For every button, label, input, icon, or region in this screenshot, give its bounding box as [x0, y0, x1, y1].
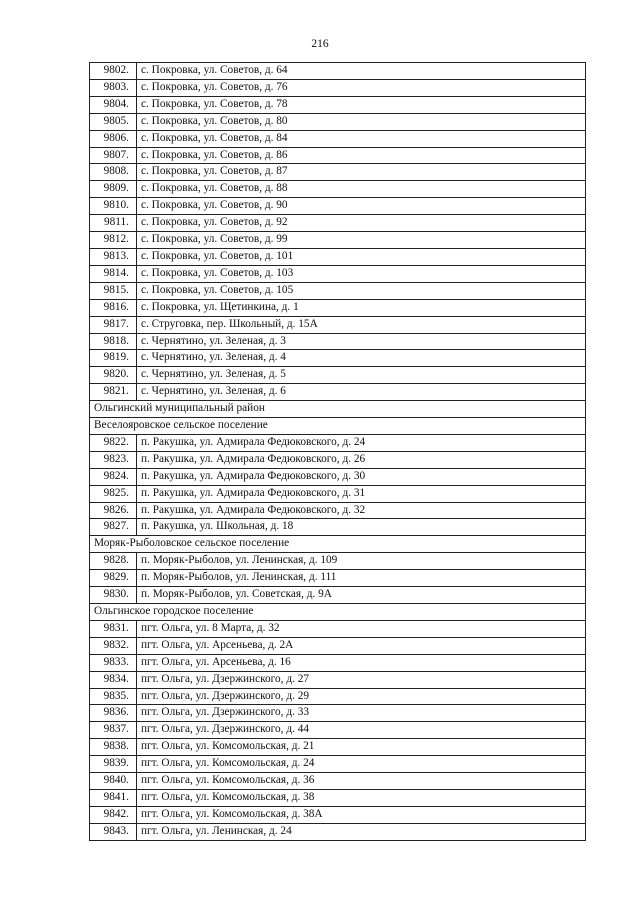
table-row — [90, 147, 586, 164]
row-number: 9808. — [90, 164, 137, 181]
table-row — [90, 688, 586, 705]
table-row — [90, 637, 586, 654]
address-cell: пгт. Ольга, ул. Комсомольская, д. 36 — [137, 773, 586, 790]
row-number: 9810. — [90, 198, 137, 215]
address-table-body — [90, 63, 586, 841]
table-row — [90, 434, 586, 451]
row-number: 9834. — [90, 671, 137, 688]
address-cell: с. Покровка, ул. Советов, д. 80 — [137, 113, 586, 130]
row-number: 9830. — [90, 587, 137, 604]
table-row — [90, 384, 586, 401]
row-number: 9806. — [90, 130, 137, 147]
table-row — [90, 367, 586, 384]
table-row — [90, 113, 586, 130]
row-number: 9823. — [90, 451, 137, 468]
row-number: 9841. — [90, 789, 137, 806]
table-row — [90, 468, 586, 485]
page-number: 216 — [311, 38, 329, 50]
table-row — [90, 299, 586, 316]
table-row — [90, 654, 586, 671]
row-number: 9839. — [90, 756, 137, 773]
row-number: 9818. — [90, 333, 137, 350]
table-row — [90, 164, 586, 181]
address-cell: с. Чернятино, ул. Зеленая, д. 4 — [137, 350, 586, 367]
row-number: 9828. — [90, 553, 137, 570]
address-cell: с. Покровка, ул. Советов, д. 86 — [137, 147, 586, 164]
address-cell: с. Чернятино, ул. Зеленая, д. 3 — [137, 333, 586, 350]
address-cell: п. Моряк-Рыболов, ул. Ленинская, д. 109 — [137, 553, 586, 570]
section-header: Ольгинский муниципальный район — [90, 401, 586, 418]
row-number: 9813. — [90, 248, 137, 265]
address-cell: с. Покровка, ул. Советов, д. 99 — [137, 232, 586, 249]
row-number: 9807. — [90, 147, 137, 164]
row-number: 9809. — [90, 181, 137, 198]
row-number: 9817. — [90, 316, 137, 333]
address-cell: пгт. Ольга, ул. Дзержинского, д. 44 — [137, 722, 586, 739]
address-cell: с. Чернятино, ул. Зеленая, д. 5 — [137, 367, 586, 384]
table-row — [90, 773, 586, 790]
address-cell: п. Ракушка, ул. Адмирала Федюковского, д. 32 — [137, 502, 586, 519]
address-cell: пгт. Ольга, ул. Комсомольская, д. 24 — [137, 756, 586, 773]
row-number: 9819. — [90, 350, 137, 367]
section-header: Моряк-Рыболовское сельское поселение — [90, 536, 586, 553]
row-number: 9831. — [90, 620, 137, 637]
address-cell: п. Моряк-Рыболов, ул. Ленинская, д. 111 — [137, 570, 586, 587]
row-number: 9829. — [90, 570, 137, 587]
section-header: Веселояровское сельское поселение — [90, 418, 586, 435]
address-cell: пгт. Ольга, ул. Дзержинского, д. 27 — [137, 671, 586, 688]
row-number: 9822. — [90, 434, 137, 451]
section-header: Ольгинское городское поселение — [90, 604, 586, 621]
address-cell: п. Ракушка, ул. Адмирала Федюковского, д. 24 — [137, 434, 586, 451]
row-number: 9803. — [90, 79, 137, 96]
address-cell: с. Покровка, ул. Советов, д. 90 — [137, 198, 586, 215]
table-row — [90, 789, 586, 806]
address-cell: п. Ракушка, ул. Адмирала Федюковского, д. 31 — [137, 485, 586, 502]
address-cell: с. Покровка, ул. Советов, д. 64 — [137, 63, 586, 80]
address-cell: пгт. Ольга, ул. Комсомольская, д. 21 — [137, 739, 586, 756]
table-row — [90, 806, 586, 823]
row-number: 9814. — [90, 265, 137, 282]
table-row — [90, 63, 586, 80]
row-number: 9820. — [90, 367, 137, 384]
address-cell: пгт. Ольга, ул. Ленинская, д. 24 — [137, 823, 586, 840]
table-row — [90, 756, 586, 773]
table-row — [90, 232, 586, 249]
row-number: 9837. — [90, 722, 137, 739]
table-row — [90, 181, 586, 198]
section-header-row — [90, 536, 586, 553]
address-cell: с. Чернятино, ул. Зеленая, д. 6 — [137, 384, 586, 401]
table-row — [90, 671, 586, 688]
row-number: 9843. — [90, 823, 137, 840]
address-cell: пгт. Ольга, ул. Дзержинского, д. 33 — [137, 705, 586, 722]
address-cell: пгт. Ольга, ул. Комсомольская, д. 38 — [137, 789, 586, 806]
table-row — [90, 705, 586, 722]
row-number: 9804. — [90, 96, 137, 113]
address-cell: пгт. Ольга, ул. Комсомольская, д. 38А — [137, 806, 586, 823]
row-number: 9826. — [90, 502, 137, 519]
row-number: 9842. — [90, 806, 137, 823]
row-number: 9802. — [90, 63, 137, 80]
address-cell: с. Струговка, пер. Школьный, д. 15А — [137, 316, 586, 333]
table-row — [90, 451, 586, 468]
table-row — [90, 96, 586, 113]
row-number: 9811. — [90, 215, 137, 232]
address-cell: с. Покровка, ул. Советов, д. 84 — [137, 130, 586, 147]
row-number: 9838. — [90, 739, 137, 756]
table-row — [90, 198, 586, 215]
row-number: 9821. — [90, 384, 137, 401]
address-cell: п. Ракушка, ул. Школьная, д. 18 — [137, 519, 586, 536]
table-row — [90, 215, 586, 232]
table-row — [90, 570, 586, 587]
address-cell: с. Покровка, ул. Советов, д. 101 — [137, 248, 586, 265]
address-cell: п. Ракушка, ул. Адмирала Федюковского, д. 30 — [137, 468, 586, 485]
row-number: 9836. — [90, 705, 137, 722]
row-number: 9827. — [90, 519, 137, 536]
row-number: 9805. — [90, 113, 137, 130]
table-row — [90, 333, 586, 350]
address-cell: с. Покровка, ул. Советов, д. 103 — [137, 265, 586, 282]
table-row — [90, 282, 586, 299]
address-cell: с. Покровка, ул. Советов, д. 87 — [137, 164, 586, 181]
address-cell: с. Покровка, ул. Щетинкина, д. 1 — [137, 299, 586, 316]
row-number: 9815. — [90, 282, 137, 299]
address-table — [89, 62, 586, 841]
address-cell: с. Покровка, ул. Советов, д. 76 — [137, 79, 586, 96]
section-header-row — [90, 604, 586, 621]
table-row — [90, 739, 586, 756]
row-number: 9840. — [90, 773, 137, 790]
address-cell: с. Покровка, ул. Советов, д. 92 — [137, 215, 586, 232]
table-row — [90, 248, 586, 265]
table-row — [90, 620, 586, 637]
table-row — [90, 485, 586, 502]
address-cell: с. Покровка, ул. Советов, д. 88 — [137, 181, 586, 198]
table-row — [90, 823, 586, 840]
address-cell: п. Ракушка, ул. Адмирала Федюковского, д. 26 — [137, 451, 586, 468]
address-cell: пгт. Ольга, ул. 8 Марта, д. 32 — [137, 620, 586, 637]
address-cell: с. Покровка, ул. Советов, д. 78 — [137, 96, 586, 113]
row-number: 9816. — [90, 299, 137, 316]
row-number: 9832. — [90, 637, 137, 654]
row-number: 9825. — [90, 485, 137, 502]
table-row — [90, 316, 586, 333]
row-number: 9812. — [90, 232, 137, 249]
table-row — [90, 350, 586, 367]
row-number: 9835. — [90, 688, 137, 705]
table-row — [90, 519, 586, 536]
table-row — [90, 265, 586, 282]
table-row — [90, 553, 586, 570]
table-row — [90, 722, 586, 739]
address-cell: пгт. Ольга, ул. Дзержинского, д. 29 — [137, 688, 586, 705]
table-row — [90, 130, 586, 147]
table-row — [90, 79, 586, 96]
address-cell: пгт. Ольга, ул. Арсеньева, д. 16 — [137, 654, 586, 671]
table-row — [90, 587, 586, 604]
section-header-row — [90, 418, 586, 435]
section-header-row — [90, 401, 586, 418]
table-row — [90, 502, 586, 519]
address-cell: пгт. Ольга, ул. Арсеньева, д. 2А — [137, 637, 586, 654]
row-number: 9833. — [90, 654, 137, 671]
row-number: 9824. — [90, 468, 137, 485]
address-cell: с. Покровка, ул. Советов, д. 105 — [137, 282, 586, 299]
address-cell: п. Моряк-Рыболов, ул. Советская, д. 9А — [137, 587, 586, 604]
